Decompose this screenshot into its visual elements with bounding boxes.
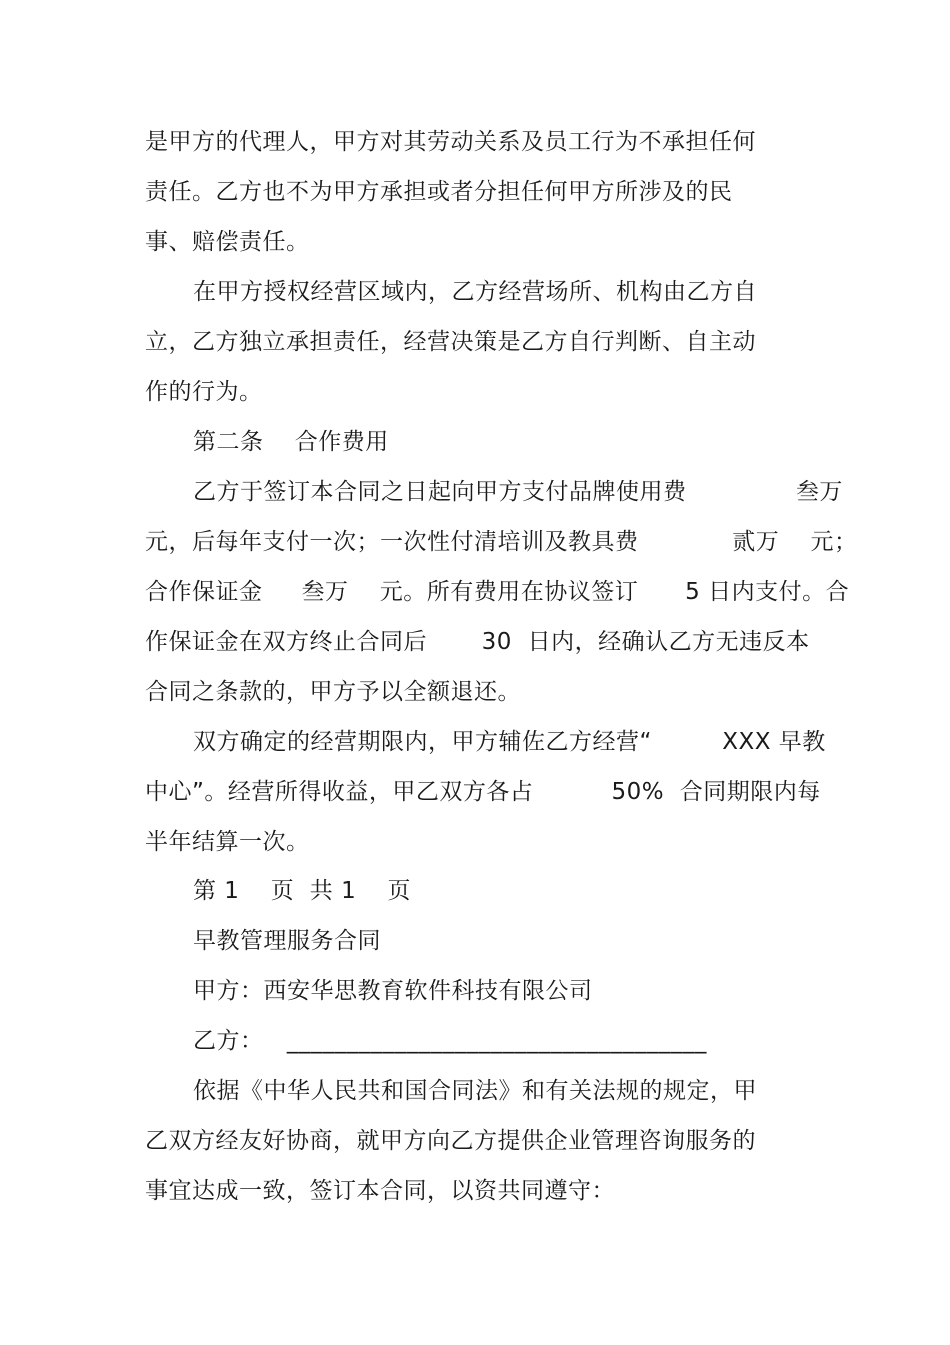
- paragraph-start: 乙方于签订本合同之日起向甲方支付品牌使用费 叁万: [193, 479, 843, 505]
- text-line: 元，后每年支付一次；一次性付清培训及教具费 贰万 元；: [145, 529, 858, 555]
- paragraph-start: 双方确定的经营期限内，甲方辅佐乙方经营“ XXX 早教: [193, 729, 826, 755]
- text-line: 作保证金在双方终止合同后 30 日内，经确认乙方无违反本: [145, 629, 810, 655]
- text-line: 是甲方的代理人，甲方对其劳动关系及员工行为不承担任何: [145, 129, 756, 155]
- text-line: 乙双方经友好协商，就甲方向乙方提供企业管理咨询服务的: [145, 1128, 756, 1154]
- text-line: 作的行为。: [145, 379, 263, 405]
- section-heading: 第二条 合作费用: [193, 429, 389, 455]
- text-line: 半年结算一次。: [145, 829, 310, 855]
- text-line: 事、赔偿责任。: [145, 229, 310, 255]
- document-title: 早教管理服务合同: [193, 928, 381, 954]
- text-line: 中心”。经营所得收益，甲乙双方各占 50% 合同期限内每: [145, 779, 821, 805]
- party-a: 甲方：西安华思教育软件科技有限公司: [193, 978, 593, 1004]
- text-line: 责任。乙方也不为甲方承担或者分担任何甲方所涉及的民: [145, 179, 733, 205]
- paragraph-start: 依据《中华人民共和国合同法》和有关法规的规定，甲: [193, 1078, 757, 1104]
- party-b: 乙方： ___________________________________: [193, 1028, 707, 1054]
- page-indicator: 第 1 页 共 1 页: [193, 878, 411, 904]
- text-line: 立，乙方独立承担责任，经营决策是乙方自行判断、自主动: [145, 329, 756, 355]
- text-line: 合作保证金 叁万 元。所有费用在协议签订 5 日内支付。合: [145, 579, 850, 605]
- text-line: 事宜达成一致，签订本合同，以资共同遵守：: [145, 1178, 615, 1204]
- paragraph-start: 在甲方授权经营区域内，乙方经营场所、机构由乙方自: [193, 279, 757, 305]
- text-line: 合同之条款的，甲方予以全额退还。: [145, 679, 521, 705]
